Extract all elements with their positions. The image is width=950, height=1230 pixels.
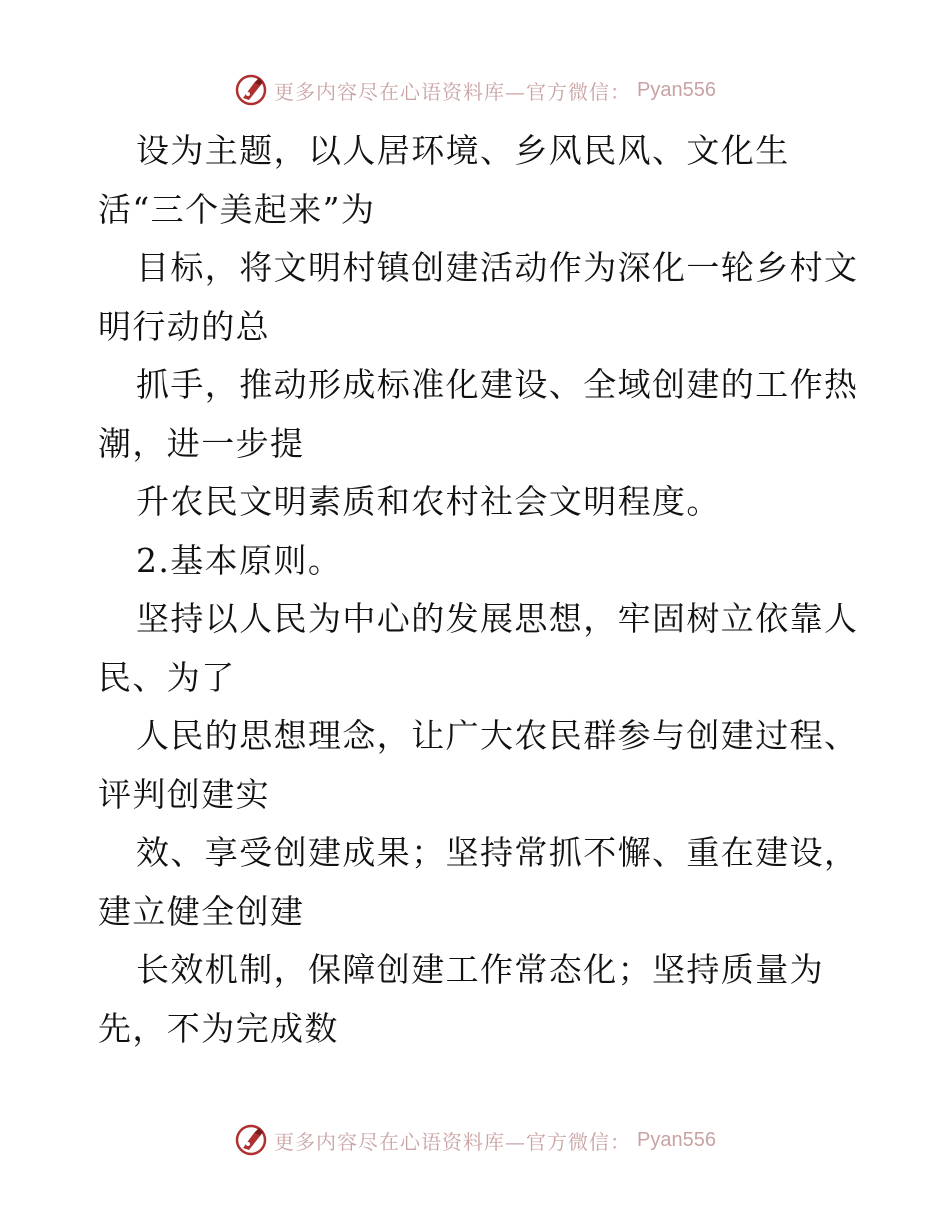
text-line: 评判创建实 xyxy=(98,774,270,814)
watermark-text: 更多内容尽在心语资料库—官方微信： xyxy=(274,79,632,104)
text-line: 效、享受创建成果；坚持常抓不懈、重在建设， xyxy=(136,833,859,872)
text-line: 人民的思想理念，让广大农民群参与创建过程、 xyxy=(136,716,859,755)
text-line: 目标，将文明村镇创建活动作为深化一轮乡村文 xyxy=(136,248,859,287)
text-line: 坚持以人民为中心的发展思想，牢固树立依靠人 xyxy=(136,599,859,638)
watermark-account: Pyan556 xyxy=(637,78,716,101)
text-line: 长效机制，保障创建工作常态化；坚持质量为 xyxy=(136,950,824,989)
text-line: 设为主题，以人居环境、乡风民风、文化生 xyxy=(136,131,790,170)
document-body xyxy=(98,122,878,1058)
text-line: 升农民文明素质和农村社会文明程度。 xyxy=(136,482,721,521)
header-watermark xyxy=(0,70,950,110)
text-line: 民、为了 xyxy=(98,657,236,697)
pen-nib-logo-icon xyxy=(234,73,268,107)
text-line: 抓手，推动形成标准化建设、全域创建的工作热 xyxy=(136,365,859,404)
text-line: 潮，进一步提 xyxy=(98,423,305,463)
watermark-text: 更多内容尽在心语资料库—官方微信： xyxy=(274,1129,632,1154)
text-line: 先，不为完成数 xyxy=(98,1008,339,1048)
text-line: 建立健全创建 xyxy=(98,891,305,931)
watermark-account: Pyan556 xyxy=(637,1128,716,1151)
text-line: 明行动的总 xyxy=(98,306,270,346)
text-line: 活“三个美起来”为 xyxy=(98,189,376,229)
footer-watermark xyxy=(0,1120,950,1160)
section-heading: 2.基本原则。 xyxy=(136,540,343,580)
pen-nib-logo-icon xyxy=(234,1123,268,1157)
